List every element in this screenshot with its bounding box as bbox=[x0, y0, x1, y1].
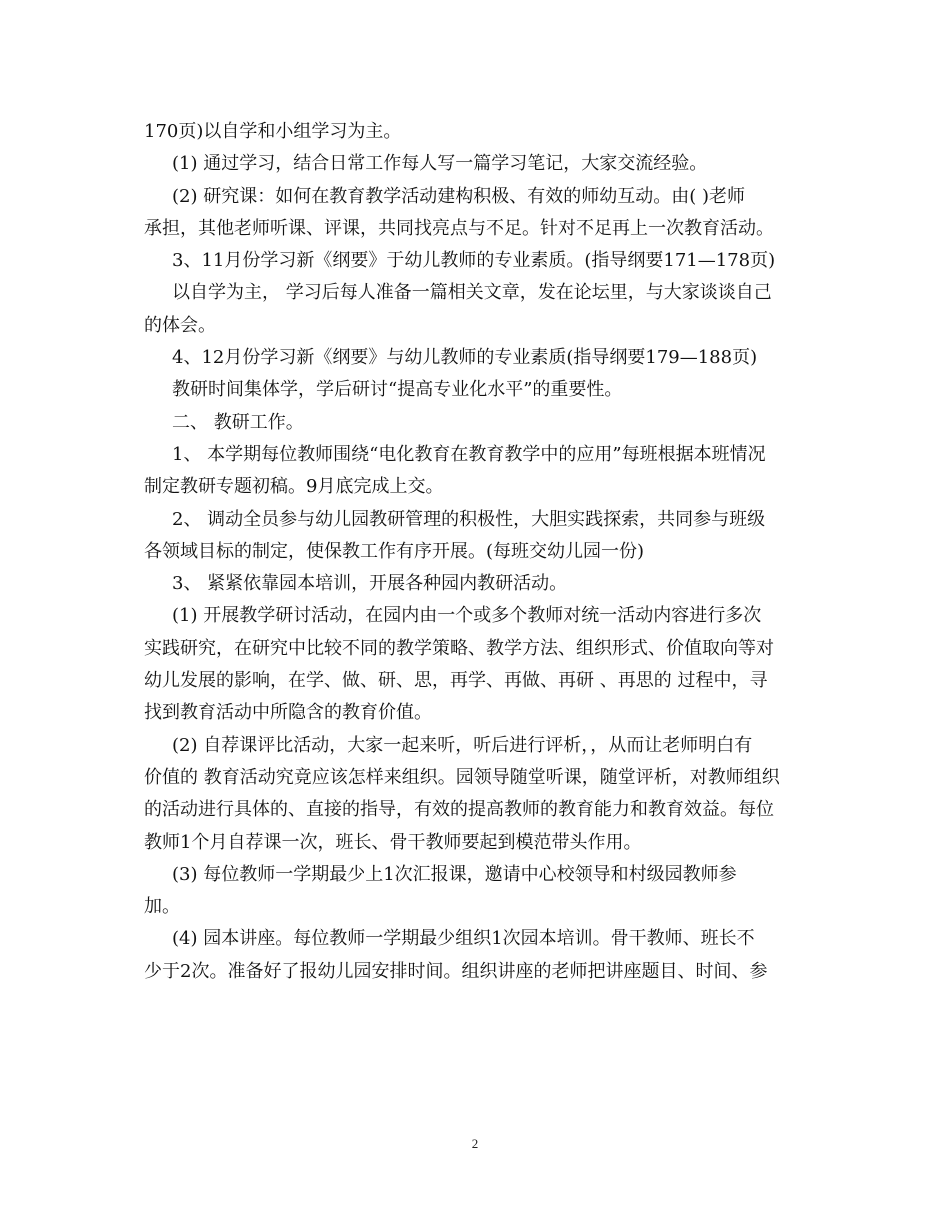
document-body bbox=[144, 116, 808, 988]
text-line: 的活动进行具体的、直接的指导，有效的提高教师的教育能力和教育效益。每位 bbox=[144, 799, 774, 821]
text-line: 3、11月份学习新《纲要》于幼儿教师的专业素质。(指导纲要171—178页) bbox=[172, 250, 776, 272]
text-line: 的体会。 bbox=[144, 314, 216, 336]
text-line: 找到教育活动中所隐含的教育价值。 bbox=[144, 702, 432, 724]
text-line: 以自学为主， 学习后每人准备一篇相关文章，发在论坛里，与大家谈谈自己 bbox=[172, 282, 772, 304]
text-line: 少于2次。准备好了报幼儿园安排时间。组织讲座的老师把讲座题目、时间、参 bbox=[144, 960, 768, 982]
text-line: 加。 bbox=[144, 896, 180, 918]
text-line: 各领域目标的制定，使保教工作有序开展。(每班交幼儿园一份) bbox=[144, 540, 645, 562]
text-line: 1、 本学期每位教师围绕“电化教育在教育教学中的应用”每班根据本班情况 bbox=[172, 443, 766, 465]
text-line: (4) 园本讲座。每位教师一学期最少组织1次园本培训。骨干教师、班长不 bbox=[172, 928, 755, 950]
text-line: 二、 教研工作。 bbox=[172, 411, 304, 433]
text-line: (1) 开展教学研讨活动，在园内由一个或多个教师对统一活动内容进行多次 bbox=[172, 605, 762, 627]
text-line: 教研时间集体学，学后研讨“提高专业化水平”的重要性。 bbox=[172, 379, 623, 401]
text-line: 价值的 教育活动究竟应该怎样来组织。园领导随堂听课，随堂评析，对教师组织 bbox=[144, 766, 780, 788]
text-line: 4、12月份学习新《纲要》与幼儿教师的专业素质(指导纲要179—188页) bbox=[172, 347, 758, 369]
text-line: (2) 研究课：如何在教育教学活动建构积极、有效的师幼互动。由( )老师 bbox=[172, 185, 745, 207]
page-number: 2 bbox=[471, 1136, 479, 1151]
text-line: 2、 调动全员参与幼儿园教研管理的积极性，大胆实践探索，共同参与班级 bbox=[172, 508, 766, 530]
text-line: 3、 紧紧依靠园本培训，开展各种园内教研活动。 bbox=[172, 573, 568, 595]
text-line: 制定教研专题初稿。9月底完成上交。 bbox=[144, 476, 444, 498]
text-line: 幼儿发展的影响，在学、做、研、思，再学、再做、再研 、再思的 过程中，寻 bbox=[144, 670, 768, 692]
text-line: (1) 通过学习，结合日常工作每人写一篇学习笔记，大家交流经验。 bbox=[172, 153, 708, 175]
text-line: 承担，其他老师听课、评课，共同找亮点与不足。针对不足再上一次教育活动。 bbox=[144, 217, 774, 239]
text-line: 170页)以自学和小组学习为主。 bbox=[144, 121, 402, 142]
text-line: 教师1个月自荐课一次，班长、骨干教师要起到模范带头作用。 bbox=[144, 831, 642, 853]
text-line: 实践研究，在研究中比较不同的教学策略、教学方法、组织形式、价值取向等对 bbox=[144, 637, 774, 659]
text-line: (2) 自荐课评比活动，大家一起来听，听后进行评析，，从而让老师明白有 bbox=[172, 734, 753, 756]
text-line: (3) 每位教师一学期最少上1次汇报课，邀请中心校领导和村级园教师参 bbox=[172, 863, 737, 885]
